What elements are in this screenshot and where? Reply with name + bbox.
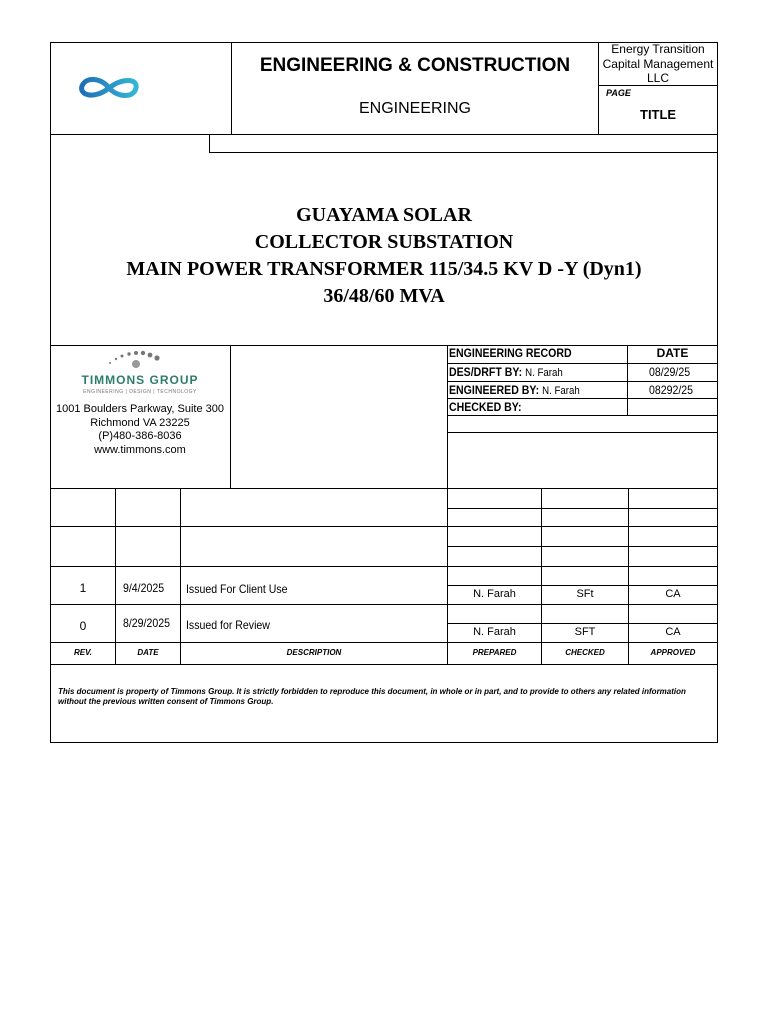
page-label: PAGE (606, 88, 631, 98)
rev-sub-line-3 (447, 585, 718, 586)
rev-col-line-2 (180, 488, 181, 665)
rev-col-line-4 (541, 488, 542, 665)
rev-0-number: 0 (79, 619, 87, 633)
record-date-heading: DATE (656, 346, 689, 360)
record-row-line-4 (447, 415, 718, 416)
title-line-1: GUAYAMA SOLAR (296, 204, 472, 226)
rev-header-description: DESCRIPTION (286, 648, 342, 657)
title-line-3: MAIN POWER TRANSFORMER 115/34.5 KV D -Y (Dyn1) (126, 258, 642, 280)
rev-0-prepared: N. Farah (473, 626, 516, 638)
firm-section-top (50, 345, 718, 346)
record-heading: ENGINEERING RECORD (449, 346, 572, 360)
rev-1-date: 9/4/2025 (123, 581, 165, 595)
page-value: TITLE (640, 107, 677, 122)
header-divider-1 (231, 42, 232, 135)
firm-tagline: ENGINEERING | DESIGN | TECHNOLOGY (83, 389, 197, 395)
rev-header-approved: APPROVED (650, 648, 696, 657)
record-name-des: N. Farah (525, 367, 563, 379)
disclaimer-text: This document is property of Timmons Group. It is strictly forbidden to reproduce this document, in whole or in part, and to provide to others any related information without the previous written consent of Timmons Group. (58, 687, 686, 706)
rev-col-line-1 (115, 488, 116, 665)
firm-address-2: Richmond VA 23225 (90, 416, 190, 429)
firm-address-1: 1001 Boulders Parkway, Suite 300 (56, 403, 224, 415)
rev-1-checked: SFt (576, 588, 594, 600)
rev-0-description: Issued for Review (186, 618, 270, 632)
subheader-line (209, 152, 718, 153)
record-row-line-2 (447, 381, 718, 382)
rev-row-line-b (50, 566, 718, 567)
record-label-eng: ENGINEERED BY: (449, 383, 540, 397)
record-date-eng: 08292/25 (649, 383, 694, 397)
firm-address-block (52, 403, 228, 457)
rev-0-approved: CA (665, 626, 681, 638)
record-row-des (449, 365, 563, 379)
title-line-4: 36/48/60 MVA (323, 285, 445, 307)
rev-row-line-a (50, 526, 718, 527)
rev-header-rev: REV. (74, 648, 92, 657)
frame-bottom (50, 742, 718, 743)
rev-0-checked: SFT (574, 626, 596, 638)
record-row-line-3 (447, 398, 718, 399)
rev-row-line-c (50, 604, 718, 605)
rev-1-prepared: N. Farah (473, 588, 516, 600)
rev-header-checked: CHECKED (565, 648, 605, 657)
rev-header-date: DATE (137, 648, 159, 657)
rev-sub-line-4 (447, 623, 718, 624)
firm-name: TIMMONS GROUP (81, 373, 199, 387)
record-row-eng (449, 383, 580, 397)
record-row-chk (449, 400, 522, 414)
record-row-line-5 (447, 432, 718, 433)
frame-right (717, 42, 718, 743)
firm-website: www.timmons.com (94, 443, 186, 456)
rev-1-number: 1 (79, 581, 87, 595)
drawing-title (50, 202, 718, 310)
infinity-logo-icon (76, 70, 142, 106)
frame-left (50, 42, 51, 743)
company-title: ENGINEERING & CONSTRUCTION (259, 55, 571, 76)
rev-1-description: Issued For Client Use (186, 582, 288, 596)
department-label: ENGINEERING (358, 100, 471, 117)
rev-sub-line-1 (447, 508, 718, 509)
record-label-des: DES/DRFT BY: (449, 365, 523, 379)
rev-col-line-5 (628, 488, 629, 665)
title-line-2: COLLECTOR SUBSTATION (254, 231, 514, 253)
rev-0-date: 8/29/2025 (123, 616, 170, 630)
firm-section-bottom (50, 488, 718, 489)
record-label-chk: CHECKED BY: (449, 400, 522, 414)
client-name: Energy Transition Capital Management LLC (602, 42, 714, 85)
rev-col-line-3 (447, 488, 448, 665)
rev-sub-line-2 (447, 546, 718, 547)
record-name-eng: N. Farah (542, 385, 580, 397)
timmons-dots-logo-icon (100, 349, 180, 371)
rev-row-line-d (50, 642, 718, 643)
rev-row-line-e (50, 664, 718, 665)
rev-1-approved: CA (665, 588, 681, 600)
record-row-line-1 (447, 363, 718, 364)
firm-phone: (P)480-386-8036 (98, 430, 182, 442)
rev-header-prepared: PREPARED (472, 648, 517, 657)
subheader-tick (209, 134, 210, 153)
firm-divider (230, 345, 231, 489)
record-divider (447, 345, 448, 489)
record-date-des: 08/29/25 (649, 365, 691, 379)
header-bottom-line (50, 134, 718, 135)
